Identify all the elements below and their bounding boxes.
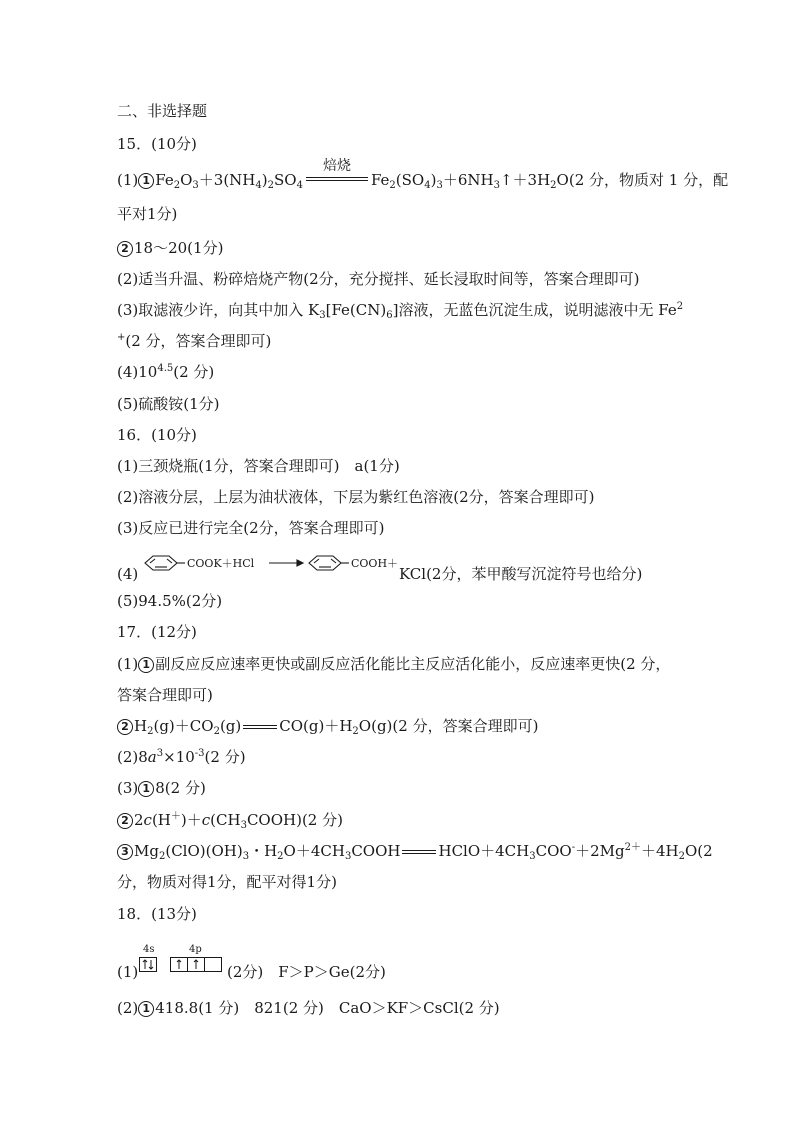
q17-part1-a: (1) 1 副反应反应速率更快或副反应活化能比主反应活化能小，反应速率更快(2 分， bbox=[117, 655, 671, 673]
q18-p1-suffix: (2分) F＞P＞Ge(2分) bbox=[227, 963, 386, 981]
circled-number-1: 1 bbox=[138, 781, 154, 797]
q15-part4: $(4)10^{4.5}(2$ 分) bbox=[117, 363, 215, 381]
q16-part5: (5)94.5%(2分) bbox=[117, 592, 223, 610]
q17-part3-sub3-cont: 分，物质对得1分，配平对得1分) bbox=[117, 873, 337, 891]
q18-part2: (2) 1 418.8(1 分) 821(2 分) CaO＞KF＞CsCl(2 分) bbox=[117, 999, 500, 1017]
cook-label: COOK＋HCl bbox=[187, 557, 255, 570]
circled-number-2: 2 bbox=[117, 719, 133, 735]
electron-orbital-diagram bbox=[139, 942, 231, 976]
q15-header: 15．(10分) bbox=[117, 135, 197, 153]
circled-number-2: 2 bbox=[117, 813, 133, 829]
q17-part3-sub2: 2 $2c(H^+)+c(CH_3COOH)(2$ 分) bbox=[117, 810, 343, 830]
q18-p1-prefix: (1) bbox=[117, 963, 139, 981]
circled-number-3: 3 bbox=[117, 844, 133, 860]
q17-part1-sub2: 2 $H_2(g)+CO_2(g)$ $CO(g)+H_2O(g)(2$ 分，答案合理即可) bbox=[117, 716, 538, 736]
q17-part2: $(2)8a^3\times 10^{-3}(2$ 分) bbox=[117, 748, 246, 766]
equals-sign bbox=[242, 716, 278, 736]
q15-part2: (2)适当升温、粉碎焙烧产物(2分，充分搅拌、延长浸取时间等，答案合理即可) bbox=[117, 270, 640, 288]
benzoic-reaction-diagram bbox=[137, 548, 417, 580]
circled-number-1: 1 bbox=[138, 1001, 154, 1017]
q15-p2-text: 18～20(1分) bbox=[134, 239, 224, 257]
q16-p4-prefix: (4) bbox=[117, 565, 139, 583]
cooh-label: COOH＋ bbox=[351, 557, 399, 570]
q16-p4-suffix: KCl(2分，苯甲酸写沉淀符号也给分) bbox=[399, 565, 643, 583]
q15-part3-b: +(2 分，答案合理即可) bbox=[117, 332, 272, 350]
benzene-ring-2 bbox=[309, 556, 341, 570]
circled-number-2: 2 bbox=[117, 241, 133, 257]
q15-part3-a: (3)取滤液少许，向其中加入 $K_3[Fe(CN)_6]$溶液，无蓝色沉淀生成，说明滤液中无 Fe$^2$ bbox=[117, 301, 684, 321]
q16-part1: (1)三颈烧瓶(1分，答案合理即可) a(1分) bbox=[117, 457, 400, 475]
circled-number-1: 1 bbox=[138, 657, 154, 673]
q18-header: 18．(13分) bbox=[117, 905, 197, 923]
q17-part3-sub3: 3 $Mg_2(ClO)(OH)_3$・$H_2O+4CH_3COOH$ $HClO+4CH_3COO^-+2Mg^{2+}+4H_2O(2$ bbox=[117, 841, 713, 861]
benzene-ring-1 bbox=[145, 556, 177, 570]
q15-part1-line: (1) 1 $Fe_2O_3+3(NH_4)_2SO_4$ 焙烧 $Fe_2(SO_4)_3+6NH_3↑+3H_2O(2$ 分，物质对 1 分，配 bbox=[117, 158, 729, 191]
condition-label: 焙烧 bbox=[322, 158, 351, 174]
orbital-4s-label: 4s bbox=[143, 944, 155, 955]
equals-sign bbox=[401, 841, 437, 861]
q16-part2: (2)溶液分层，上层为油状液体，下层为紫红色溶液(2分，答案合理即可) bbox=[117, 488, 595, 506]
section-title: 二、非选择题 bbox=[117, 102, 208, 120]
q17-part3: (3) 1 8(2 分) bbox=[117, 779, 206, 797]
q15-part1-cont: 平对1分) bbox=[117, 205, 178, 223]
q17-header: 17．(12分) bbox=[117, 623, 197, 641]
orbital-box-4s bbox=[140, 958, 157, 972]
q16-header: 16．(10分) bbox=[117, 426, 197, 444]
circled-number-1: 1 bbox=[138, 173, 154, 189]
q15-part1-sub2 bbox=[117, 238, 223, 258]
orbital-box-4p-3 bbox=[205, 958, 222, 972]
q17-part1-b: 答案合理即可) bbox=[117, 686, 213, 704]
reaction-condition bbox=[306, 158, 368, 190]
q15-part5: (5)硫酸铵(1分) bbox=[117, 395, 220, 413]
q16-part3: (3)反应已进行完全(2分，答案合理即可) bbox=[117, 519, 385, 537]
orbital-4p-label: 4p bbox=[189, 944, 202, 955]
